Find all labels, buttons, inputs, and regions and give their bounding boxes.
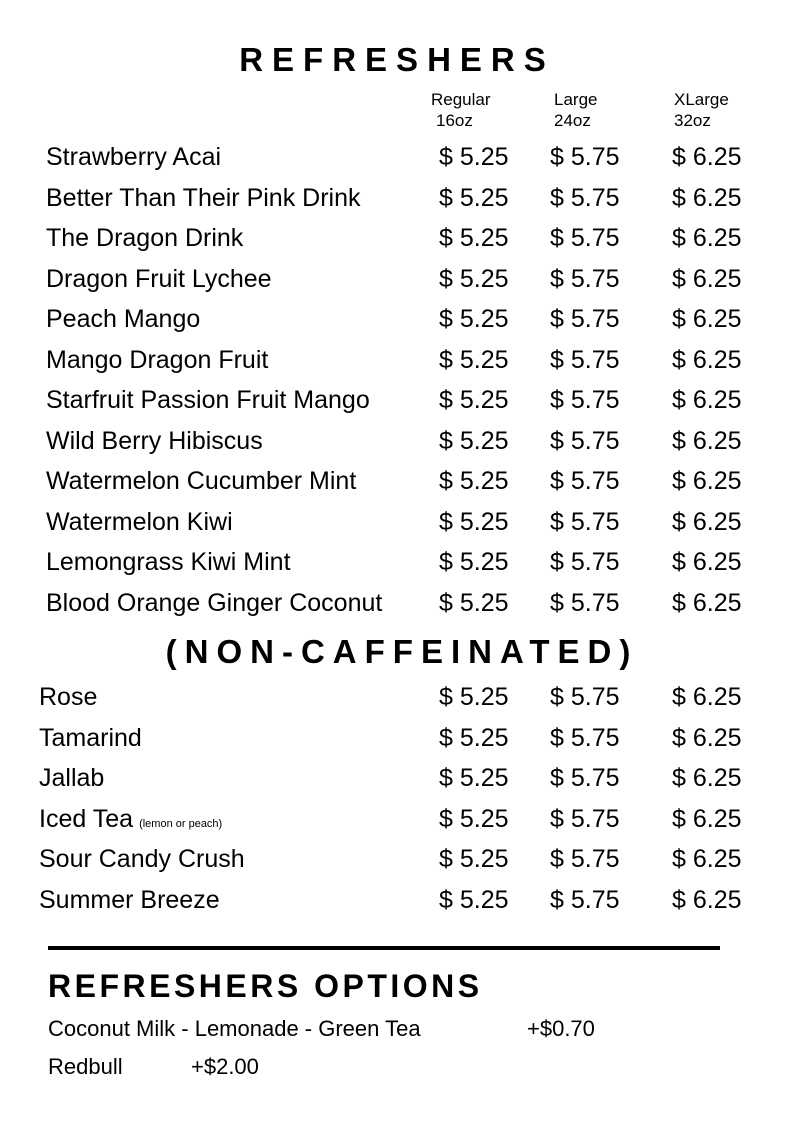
price-regular: $ 5.25 bbox=[439, 386, 509, 414]
price-xlarge: $ 6.25 bbox=[672, 507, 742, 536]
price-large: $ 5.75 bbox=[550, 264, 620, 293]
price-xlarge: $ 6.25 bbox=[672, 386, 742, 414]
option-price: +$0.70 bbox=[527, 1016, 595, 1041]
drink-name bbox=[46, 583, 382, 624]
size-header-regular bbox=[431, 89, 491, 131]
price-large: $ 5.75 bbox=[550, 548, 620, 576]
menu-row bbox=[0, 421, 794, 462]
drink-name-text: Iced Tea bbox=[39, 804, 134, 833]
drink-name bbox=[39, 677, 97, 718]
price-regular: $ 5.25 bbox=[439, 845, 509, 873]
price-regular: $ 5.25 bbox=[439, 764, 509, 792]
price-large: $ 5.75 bbox=[550, 764, 620, 792]
menu-row bbox=[0, 880, 794, 921]
menu-row bbox=[0, 542, 794, 583]
price-regular: $ 5.25 bbox=[439, 224, 509, 252]
menu-row bbox=[0, 502, 794, 543]
menu-row bbox=[0, 380, 794, 421]
price-regular: $ 5.25 bbox=[439, 183, 509, 212]
price-regular: $ 5.25 bbox=[439, 305, 509, 333]
price-regular: $ 5.25 bbox=[439, 683, 509, 711]
drink-name bbox=[39, 758, 104, 799]
price-large: $ 5.75 bbox=[550, 885, 620, 914]
non-caffeinated-list bbox=[0, 677, 794, 920]
menu-row bbox=[0, 299, 794, 340]
drink-name-text: Watermelon Kiwi bbox=[46, 507, 233, 536]
drink-name-text: Strawberry Acai bbox=[46, 143, 222, 171]
menu-row bbox=[0, 677, 794, 718]
drink-name-text: Rose bbox=[39, 683, 98, 711]
price-xlarge: $ 6.25 bbox=[672, 143, 742, 171]
price-large: $ 5.75 bbox=[550, 183, 620, 212]
price-regular: $ 5.25 bbox=[439, 467, 509, 495]
drink-name-text: Wild Berry Hibiscus bbox=[46, 426, 263, 455]
menu-row bbox=[0, 461, 794, 502]
price-xlarge: $ 6.25 bbox=[672, 305, 742, 333]
drink-name-text: Tamarind bbox=[39, 723, 142, 752]
drink-name bbox=[46, 461, 356, 502]
price-xlarge: $ 6.25 bbox=[672, 885, 742, 914]
price-xlarge: $ 6.25 bbox=[672, 467, 742, 495]
price-xlarge: $ 6.25 bbox=[672, 845, 742, 873]
price-xlarge: $ 6.25 bbox=[672, 548, 742, 576]
drink-name-text: Jallab bbox=[39, 764, 105, 792]
drink-name bbox=[46, 542, 291, 583]
menu-row bbox=[0, 259, 794, 300]
drink-name bbox=[46, 259, 272, 300]
options-title: REFRESHERS OPTIONS bbox=[48, 968, 483, 1004]
price-regular: $ 5.25 bbox=[439, 548, 509, 576]
option-label: Redbull bbox=[48, 1054, 123, 1079]
drink-name-text: Dragon Fruit Lychee bbox=[46, 264, 272, 293]
menu-row bbox=[0, 799, 794, 840]
size-header-xlarge bbox=[674, 89, 729, 131]
price-regular: $ 5.25 bbox=[439, 885, 509, 914]
drink-name-text: Peach Mango bbox=[46, 305, 201, 333]
drink-name bbox=[46, 421, 263, 462]
price-xlarge: $ 6.25 bbox=[672, 345, 742, 374]
drink-name-text: Blood Orange Ginger Coconut bbox=[46, 588, 383, 617]
price-regular: $ 5.25 bbox=[439, 426, 509, 455]
price-regular: $ 5.25 bbox=[439, 143, 509, 171]
price-large: $ 5.75 bbox=[550, 683, 620, 711]
price-regular: $ 5.25 bbox=[439, 507, 509, 536]
drink-name-text: Mango Dragon Fruit bbox=[46, 345, 269, 374]
menu-row bbox=[0, 758, 794, 799]
menu-row bbox=[0, 340, 794, 381]
option-price: +$2.00 bbox=[191, 1054, 259, 1079]
price-regular: $ 5.25 bbox=[439, 345, 509, 374]
drink-name bbox=[46, 137, 221, 178]
menu-row bbox=[0, 718, 794, 759]
refreshers-list bbox=[0, 137, 794, 623]
price-xlarge: $ 6.25 bbox=[672, 183, 742, 212]
price-regular: $ 5.25 bbox=[439, 588, 509, 617]
price-xlarge: $ 6.25 bbox=[672, 224, 742, 252]
drink-name-text: The Dragon Drink bbox=[46, 224, 244, 252]
drink-name-text: Summer Breeze bbox=[39, 885, 220, 914]
price-large: $ 5.75 bbox=[550, 426, 620, 455]
menu-row bbox=[0, 218, 794, 259]
size-name: Large bbox=[554, 90, 598, 109]
drink-name bbox=[46, 502, 233, 543]
size-oz: 24oz bbox=[554, 111, 591, 130]
price-large: $ 5.75 bbox=[550, 224, 620, 252]
price-large: $ 5.75 bbox=[550, 143, 620, 171]
menu-row bbox=[0, 839, 794, 880]
drink-name bbox=[46, 380, 370, 421]
drink-name bbox=[39, 880, 220, 921]
price-xlarge: $ 6.25 bbox=[672, 426, 742, 455]
size-name: XLarge bbox=[674, 90, 729, 109]
drink-name-text: Sour Candy Crush bbox=[39, 845, 245, 873]
drink-name bbox=[39, 718, 142, 759]
price-xlarge: $ 6.25 bbox=[672, 804, 742, 833]
drink-note: (lemon or peach) bbox=[139, 817, 223, 830]
non-caffeinated-heading: (NON-CAFFEINATED) bbox=[165, 633, 639, 670]
option-label: Coconut Milk - Lemonade - Green Tea bbox=[48, 1016, 421, 1041]
price-large: $ 5.75 bbox=[550, 507, 620, 536]
price-large: $ 5.75 bbox=[550, 845, 620, 873]
drink-name bbox=[46, 299, 200, 340]
drink-name bbox=[46, 340, 268, 381]
price-regular: $ 5.25 bbox=[439, 804, 509, 833]
size-oz: 16oz bbox=[436, 111, 473, 130]
price-xlarge: $ 6.25 bbox=[672, 723, 742, 752]
price-xlarge: $ 6.25 bbox=[672, 588, 742, 617]
size-header-large bbox=[554, 89, 597, 131]
drink-name-text: Lemongrass Kiwi Mint bbox=[46, 548, 291, 576]
menu-row bbox=[0, 583, 794, 624]
menu-row bbox=[0, 178, 794, 219]
drink-name bbox=[39, 799, 222, 845]
menu-title: REFRESHERS bbox=[239, 41, 555, 78]
price-large: $ 5.75 bbox=[550, 386, 620, 414]
drink-name-text: Watermelon Cucumber Mint bbox=[46, 467, 357, 495]
drink-name bbox=[46, 178, 361, 219]
price-xlarge: $ 6.25 bbox=[672, 764, 742, 792]
price-large: $ 5.75 bbox=[550, 305, 620, 333]
drink-name-text: Better Than Their Pink Drink bbox=[46, 183, 361, 212]
drink-name-text: Starfruit Passion Fruit Mango bbox=[46, 386, 370, 414]
price-large: $ 5.75 bbox=[550, 804, 620, 833]
size-oz: 32oz bbox=[674, 111, 711, 130]
price-large: $ 5.75 bbox=[550, 345, 620, 374]
drink-name bbox=[39, 839, 245, 880]
menu-row bbox=[0, 137, 794, 178]
price-regular: $ 5.25 bbox=[439, 264, 509, 293]
price-regular: $ 5.25 bbox=[439, 723, 509, 752]
price-large: $ 5.75 bbox=[550, 588, 620, 617]
price-large: $ 5.75 bbox=[550, 467, 620, 495]
section-divider bbox=[48, 946, 720, 950]
price-xlarge: $ 6.25 bbox=[672, 683, 742, 711]
size-name: Regular bbox=[431, 90, 491, 109]
price-xlarge: $ 6.25 bbox=[672, 264, 742, 293]
drink-name bbox=[46, 218, 243, 259]
price-large: $ 5.75 bbox=[550, 723, 620, 752]
